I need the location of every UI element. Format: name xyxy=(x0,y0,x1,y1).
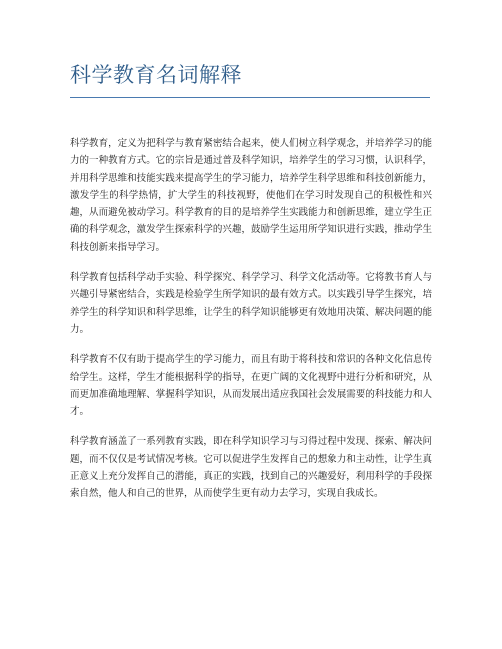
paragraph-4: 科学教育涵盖了一系列教育实践，即在科学知识学习与习得过程中发现、探索、解决问题，而不仅仅是考试情况考核。它可以促进学生发挥自己的想象力和主动性，让学生真正意义上充分发挥自己的潜能，真正的实践，找到自己的兴趣爱好，利用科学的手段探索自然，他人和自己的世界，从而使学生更有动力去学习，实现自我成长。 xyxy=(70,436,432,500)
paragraph-3: 科学教育不仅有助于提高学生的学习能力，而且有助于将科技和常识的各种文化信息传给学生。这样，学生才能根据科学的指导，在更广阔的文化视野中进行分析和研究，从而更加准确地理解、掌握科学知识，从而发展出适应我国社会发展需要的科技能力和人才。 xyxy=(70,354,432,418)
paragraph-2: 科学教育包括科学动手实验、科学探究、科学学习、科学文化活动等。它将教书育人与兴趣引导紧密结合，实践是检验学生所学知识的最有效方式。以实践引导学生探究，培养学生的科学知识和科学思维，让学生的科学知识能够更有效地用决策、解决问题的能力。 xyxy=(70,272,432,335)
document-title: 科学教育名词解释 xyxy=(70,63,242,87)
title-divider xyxy=(70,97,430,98)
document-body xyxy=(70,135,432,516)
paragraph-1: 科学教育，定义为把科学与教育紧密结合起来，使人们树立科学观念，并培养学习的能力的一种教育方式。它的宗旨是通过普及科学知识，培养学生的学习习惯，认识科学，并用科学思维和技能实践来提高学生的学习能力，培养学生科学思维和科技创新能力，激发学生的科学热情，扩大学生的科技视野，使他们在学习时发现自己的积极性和兴趣，从而避免被动学习。科学教育的目的是培养学生实践能力和创新思维，建立学生正确的科学观念，激发学生探索科学的兴趣，鼓励学生运用所学知识进行实践，推动学生科技创新来指导学习。 xyxy=(70,138,432,253)
